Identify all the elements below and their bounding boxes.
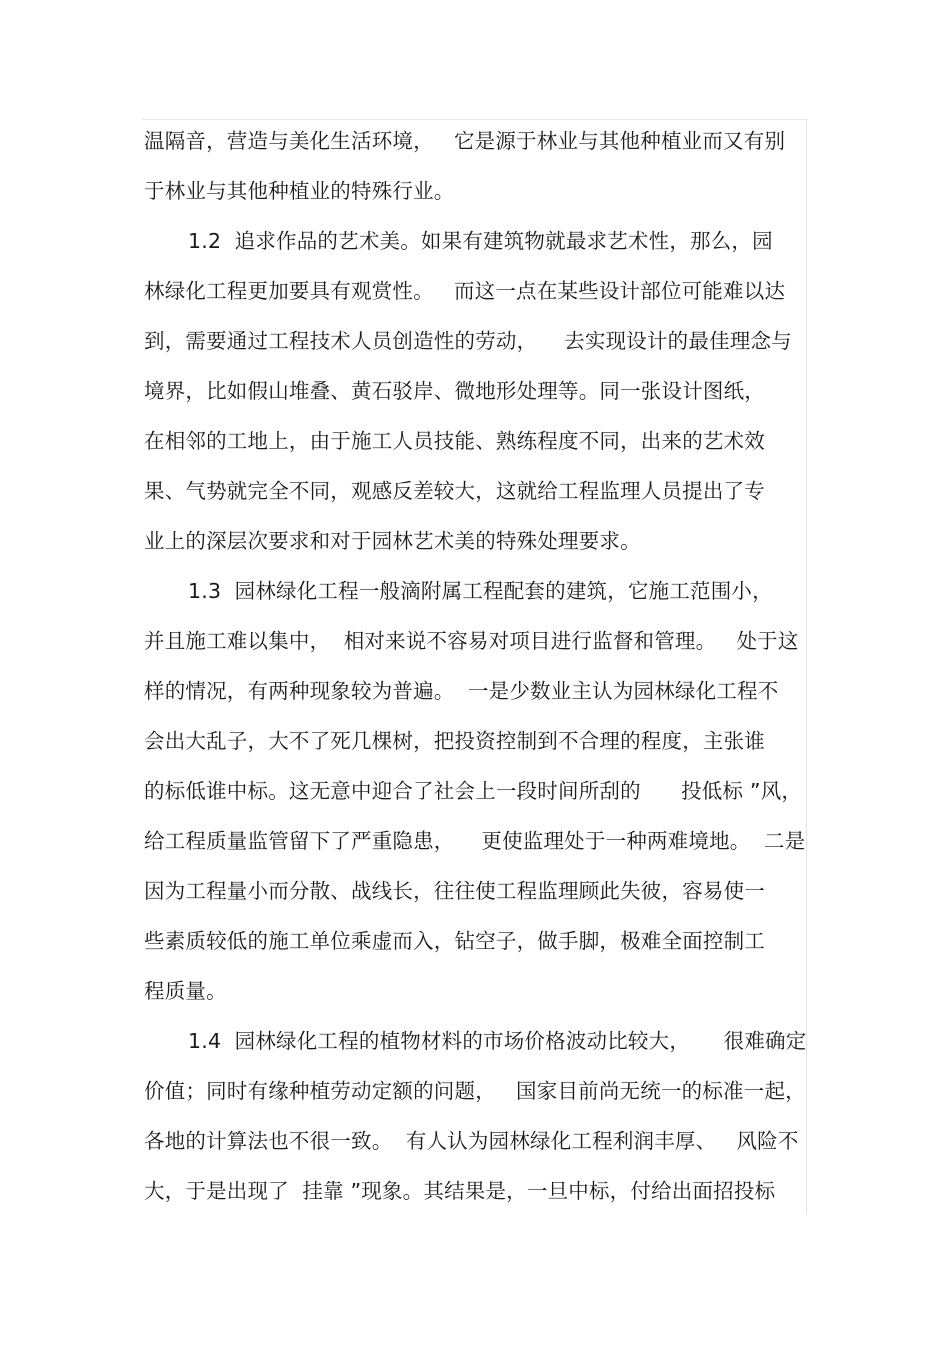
paragraph-line: 各地的计算法也不很一致。 有人认为园林绿化工程利润丰厚、 风险不 bbox=[144, 1129, 799, 1153]
paragraph-line: 到，需要通过工程技术人员创造性的劳动， 去实现设计的最佳理念与 bbox=[144, 329, 792, 353]
paragraph-line: 因为工程量小而分散、战线长，往往使工程监理顾此失彼，容易使一 bbox=[144, 879, 765, 903]
section-1-3-heading-line: 1.3 园林绿化工程一般滴附属工程配套的建筑，它施工范围小， bbox=[188, 579, 773, 603]
paragraph-line: 果、气势就完全不同，观感反差较大，这就给工程监理人员提出了专 bbox=[144, 479, 765, 503]
document-body bbox=[144, 120, 809, 1220]
paragraph-line: 林绿化工程更加要具有观赏性。 而这一点在某些设计部位可能难以达 bbox=[144, 279, 786, 303]
paragraph-line: 温隔音，营造与美化生活环境， 它是源于林业与其他种植业而又有别 bbox=[144, 129, 786, 153]
paragraph-line: 在相邻的工地上，由于施工人员技能、熟练程度不同，出来的艺术效 bbox=[144, 429, 765, 453]
paragraph-line: 并且施工难以集中， 相对来说不容易对项目进行监督和管理。 处于这 bbox=[144, 629, 799, 653]
paragraph-line: 样的情况，有两种现象较为普遍。 一是少数业主认为园林绿化工程不 bbox=[144, 679, 779, 703]
section-1-4-heading-line: 1.4 园林绿化工程的植物材料的市场价格波动比较大， 很难确定 bbox=[188, 1029, 807, 1053]
paragraph-line: 大，于是出现了 挂靠 ”现象。其结果是，一旦中标，付给出面招投标 bbox=[144, 1179, 776, 1203]
paragraph-line: 会出大乱子，大不了死几棵树，把投资控制到不合理的程度，主张谁 bbox=[144, 729, 765, 753]
section-1-2-heading-line: 1.2 追求作品的艺术美。如果有建筑物就最求艺术性，那么，园 bbox=[188, 229, 773, 253]
paragraph-line: 于林业与其他种植业的特殊行业。 bbox=[144, 179, 455, 203]
paragraph-line: 业上的深层次要求和对于园林艺术美的特殊处理要求。 bbox=[144, 529, 641, 553]
paragraph-line: 境界，比如假山堆叠、黄石驳岸、微地形处理等。同一张设计图纸， bbox=[144, 379, 765, 403]
paragraph-line: 些素质较低的施工单位乘虚而入，钻空子，做手脚，极难全面控制工 bbox=[144, 929, 765, 953]
paragraph-line: 程质量。 bbox=[144, 979, 227, 1003]
paragraph-line: 给工程质量监管留下了严重隐患， 更使监理处于一种两难境地。 二是 bbox=[144, 829, 806, 853]
paragraph-line: 价值；同时有缘种植劳动定额的问题， 国家目前尚无统一的标准一起， bbox=[144, 1079, 806, 1103]
paragraph-line: 的标低谁中标。这无意中迎合了社会上一段时间所刮的 投低标 ”风， bbox=[144, 779, 803, 803]
